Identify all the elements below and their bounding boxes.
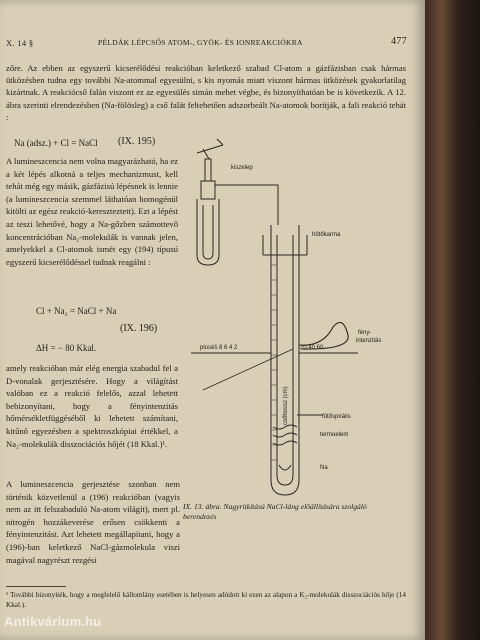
book-spine [425, 0, 480, 640]
label-csohossz: csőhossz (cm) [283, 386, 289, 425]
label-termoelem: termoelem [320, 432, 349, 438]
equation-196-enthalpy: ΔH = − 80 Kkal. [36, 343, 97, 353]
equation-195-number: (IX. 195) [118, 136, 156, 147]
header-section: X. 14 § [6, 38, 34, 48]
watermark: Antikvárium.hu [4, 614, 102, 629]
page-number: 477 [391, 36, 407, 47]
column-paragraph-1: A lumineszcencia nem volna magyarázható, ha ez a két lépés alkotná a teljes mechanizmust, kell tehát még egy másik, gázfázisú lépésnek is lennie (a lumineszcencia szemmel láthatóan homogénül kitölti az egész reakció-kereszteztett). Ezt a lépést az teszi lehetővé, hogy a Na-gőzben számottevő koncentrációban Na₂-molekulák is vannak jelen, amelyekkel a Cl-atomok ismét egy (194) típusú egyszerű kicserélődéssel tudnak reagálni : [6, 156, 178, 267]
equation-196-number: (IX. 196) [120, 323, 158, 334]
figure-caption: IX. 13. ábra. Nagyritkítású NaCl-láng előállítására szolgáló berendezés [183, 502, 367, 521]
valve-handle [197, 139, 223, 159]
label-scale: 20 40 60 [300, 345, 324, 351]
label-feny: fény- [358, 330, 372, 336]
column-paragraph-2: amely reakcióban már elég energia szabadul fel a D-vonalak gerjesztésére. Hogy a világítást valóban ez a reakció felelős, azzal lehetett bebizonyítani, hogy a fényintenzitás hőmérsékletfüggéséből ki lehetett számítani, kitűnő egyezésben a spektroszkópiai értékkel, a Na₂-molekulák disszociációs hőjét (18 Kkal.)¹. [6, 363, 178, 449]
equation-196: Cl + Na₂ = NaCl + Na [36, 306, 117, 316]
reaction-tube [271, 225, 299, 495]
paragraph-top: zőre. Az ebben az egyszerű kicserélődési reakcióban keletkező szabad Cl-atom a gázfázisban csak hármas ütközésben tudna egy további Na-atommal egyesülni, s kis nyomás miatt viszont hármas ütközések gyakorlatilag kizártnak. A reakciócső falán viszont ez az egyesülés simán mehet végbe, és bizonyíthatóan be is következik. A 12. ábra szerinti elrendezésben (Na-fölösleg) a cső falát feltehetően adszorbeált Na-atomok borítják, a fali reakció tehát : [6, 63, 406, 122]
label-hutokarma: hűtőkarma [312, 232, 341, 238]
label-na: Na [320, 465, 328, 471]
apparatus-figure [183, 135, 383, 500]
running-header [6, 36, 407, 50]
label-intenzitas: intenzitás [356, 338, 382, 344]
footnote: ¹ További bizonyíték, hogy a megfelelő kállomlány esetében is helyesen adódott ki ezen az alapon a K₂-molekulák disszociációs hője (14 Kkal.). [6, 591, 406, 609]
footnote-rule [6, 586, 66, 587]
label-futospiralis: fűtőspirális [322, 414, 351, 420]
label-plosa: ploséš 8 6 4 2 [200, 345, 238, 351]
label-kiszelep: kiszelep [231, 165, 253, 171]
column-paragraph-3: A lumineszcencia gerjesztése szonban nem történik közvetlenül a (196) reakcióban (vagyis nem az itt felszabaduló Na-atom világít), mert pl. nitrogén hozzákeverése erősen csökkenti a fényintenzitást. Azt lehetett megállapítani, hogy a (196)-ban keletkező NaCl-gázmolekula viszi magával nagyrészt rezgési [6, 479, 180, 565]
header-title: PÉLDÁK LÉPCSŐS ATOM-, GYÖK- ÉS IONREAKCIÓKRA [98, 38, 303, 47]
equation-195: Na (adsz.) + Cl = NaCl [14, 138, 98, 148]
